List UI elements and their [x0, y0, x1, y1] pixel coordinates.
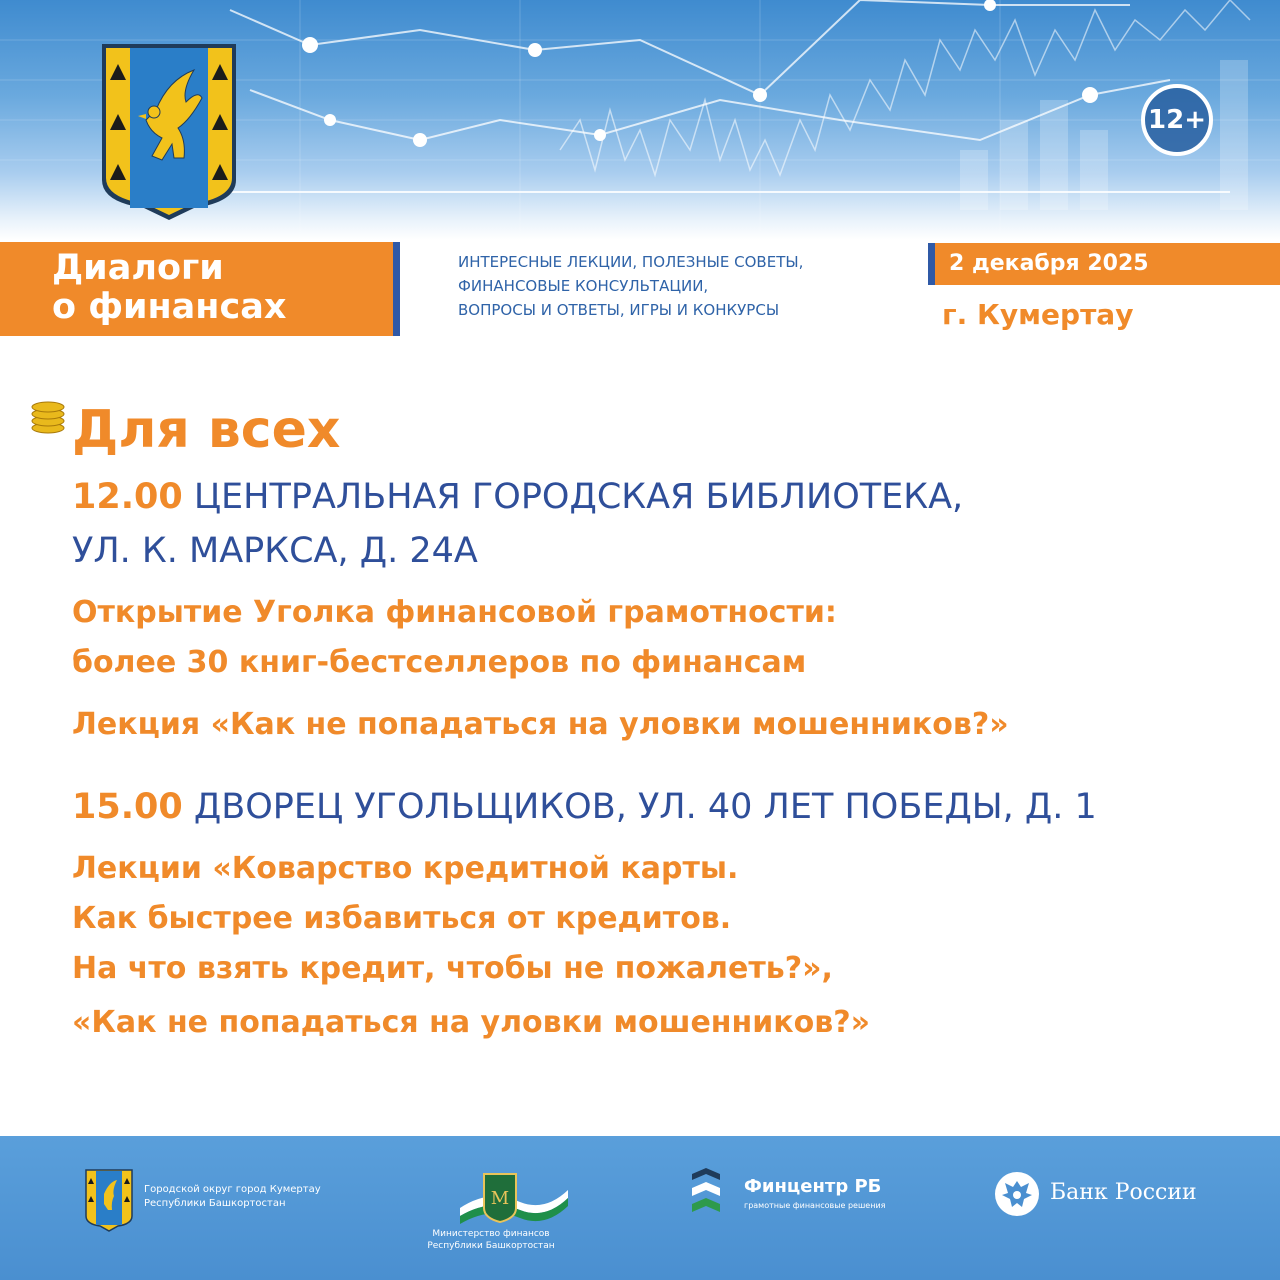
footer-org4-name: Банк России [1050, 1180, 1197, 1205]
footer-org1-line1: Городской округ город Кумертау [144, 1184, 321, 1195]
header-banner [0, 0, 1280, 240]
schedule-1-event: более 30 книг-бестселлеров по финансам [72, 645, 807, 680]
age-rating-badge: 12+ [1141, 84, 1213, 156]
tagline-line: ФИНАНСОВЫЕ КОНСУЛЬТАЦИИ, [458, 277, 709, 295]
schedule-2-event: Как быстрее избавиться от кредитов. [72, 901, 732, 936]
bank-of-russia-eagle-logo [994, 1171, 1040, 1217]
schedule-2-event: На что взять кредит, чтобы не пожалеть?», [72, 951, 833, 986]
schedule-1-event: Лекция «Как не попадаться на уловки мошенников?» [72, 707, 1009, 742]
coins-icon [28, 398, 68, 434]
event-date: 2 декабря 2025 [928, 243, 1280, 285]
tagline-line: ИНТЕРЕСНЫЕ ЛЕКЦИИ, ПОЛЕЗНЫЕ СОВЕТЫ, [458, 253, 804, 271]
coat-of-arms-emblem [98, 40, 240, 224]
svg-text:M: M [490, 1188, 510, 1209]
footer-org2 [415, 1228, 567, 1252]
footer-org1 [144, 1183, 321, 1211]
footer-org3-subtitle: грамотные финансовые решения [744, 1201, 886, 1210]
schedule-1-venue-line2: УЛ. К. МАРКСА, Д. 24А [72, 531, 478, 571]
schedule-1-event: Открытие Уголка финансовой грамотности: [72, 595, 837, 630]
tagline-line: ВОПРОСЫ И ОТВЕТЫ, ИГРЫ И КОНКУРСЫ [458, 301, 780, 319]
footer-org2-line1: Министерство финансов [432, 1229, 550, 1239]
event-title-line1: Диалоги [52, 248, 224, 288]
footer-org1-line2: Республики Башкортостан [144, 1198, 286, 1209]
kumertau-emblem-icon [84, 1168, 134, 1232]
footer-org3-name: Финцентр РБ [744, 1176, 882, 1197]
schedule-2-time: 15.00 [72, 787, 183, 827]
schedule-1-time: 12.00 [72, 477, 183, 517]
footer-org2-line2: Республики Башкортостан [427, 1241, 555, 1251]
event-title-line2: о финансах [52, 287, 287, 327]
schedule-2-venue [72, 784, 1097, 830]
schedule-1-venue [72, 474, 963, 520]
schedule-2-event: Лекции «Коварство кредитной карты. [72, 851, 739, 886]
schedule-2-event: «Как не попадаться на уловки мошенников?» [72, 1005, 871, 1040]
minfin-logo [450, 1168, 572, 1228]
tagline [458, 250, 908, 322]
fincenter-logo [688, 1168, 724, 1216]
schedule-1-venue-line1: ЦЕНТРАЛЬНАЯ ГОРОДСКАЯ БИБЛИОТЕКА, [193, 477, 964, 517]
schedule-2-venue-line1: ДВОРЕЦ УГОЛЬЩИКОВ, УЛ. 40 ЛЕТ ПОБЕДЫ, Д. 1 [193, 787, 1097, 827]
event-city: г. Кумертау [942, 298, 1134, 331]
section-heading: Для всех [72, 400, 341, 460]
